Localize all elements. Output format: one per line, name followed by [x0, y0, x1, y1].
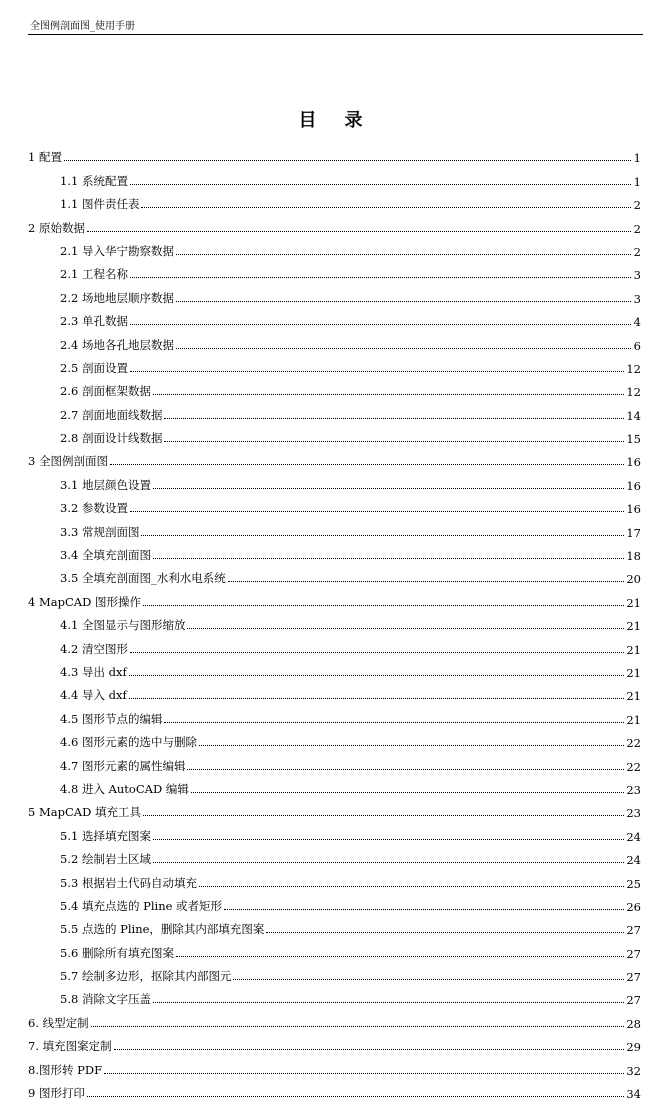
toc-page-number: 2 [633, 198, 641, 213]
toc-entry-title: 4 MapCAD 图形操作 [28, 594, 141, 609]
toc-leader-dots [153, 1002, 624, 1003]
toc-leader-dots [130, 371, 624, 372]
toc-leader-dots [130, 277, 631, 278]
toc-entry-title: 4.8 进入 AutoCAD 编辑 [60, 781, 189, 796]
toc-leader-dots [143, 815, 624, 816]
toc-entry[interactable] [28, 727, 641, 750]
toc-page-number: 27 [626, 993, 641, 1008]
toc-entry-title: 5.3 根据岩土代码自动填充 [60, 875, 197, 890]
toc-page-number: 15 [626, 432, 641, 447]
toc-page-number: 27 [626, 946, 641, 961]
toc-entry-title: 3.5 全填充剖面图_水利水电系统 [60, 571, 226, 586]
toc-entry-title: 4.4 导入 dxf [60, 688, 127, 703]
toc-entry-title: 2.2 场地地层顺序数据 [60, 290, 174, 305]
toc-entry[interactable] [28, 750, 641, 773]
toc-entry[interactable] [28, 329, 641, 352]
toc-entry-title: 1.1 图件责任表 [60, 197, 140, 212]
toc-page-number: 3 [633, 268, 641, 283]
toc-leader-dots [141, 535, 624, 536]
toc-entry[interactable] [28, 914, 641, 937]
toc-page-number: 4 [633, 315, 641, 330]
toc-page-number: 21 [626, 595, 641, 610]
toc-page-number: 22 [626, 736, 641, 751]
toc-page-number: 22 [626, 759, 641, 774]
toc-entry-title: 3 全图例剖面图 [28, 454, 108, 469]
toc-leader-dots [164, 722, 624, 723]
toc-page-number: 29 [626, 1040, 641, 1055]
toc-page-number: 34 [626, 1087, 641, 1102]
toc-entry[interactable] [28, 399, 641, 422]
toc-entry-title: 2.6 剖面框架数据 [60, 384, 151, 399]
toc-entry-title: 4.7 图形元素的属性编辑 [60, 758, 186, 773]
toc-leader-dots [114, 1049, 625, 1050]
toc-leader-dots [176, 348, 631, 349]
toc-entry[interactable] [28, 212, 641, 235]
toc-entry-title: 4.5 图形节点的编辑 [60, 711, 163, 726]
toc-entry[interactable] [28, 1078, 641, 1101]
toc-leader-dots [87, 1096, 624, 1097]
toc-entry-title: 2.3 单孔数据 [60, 314, 128, 329]
toc-entry[interactable] [28, 657, 641, 680]
toc-entry-title: 5.2 绘制岩土区域 [60, 852, 151, 867]
toc-entry[interactable] [28, 867, 641, 890]
toc-page-number: 16 [626, 455, 641, 470]
toc-entry-title: 3.1 地层颜色设置 [60, 477, 151, 492]
toc-leader-dots [187, 769, 624, 770]
toc-entry-title: 2.1 导入华宁勘察数据 [60, 243, 174, 258]
toc-leader-dots [91, 1026, 625, 1027]
toc-entry-title: 2.8 剖面设计线数据 [60, 431, 163, 446]
toc-leader-dots [187, 628, 624, 629]
toc-leader-dots [130, 324, 631, 325]
toc-entry[interactable] [28, 891, 641, 914]
toc-page-number: 21 [626, 619, 641, 634]
toc-entry[interactable] [28, 797, 641, 820]
toc-leader-dots [110, 464, 624, 465]
toc-leader-dots [129, 698, 625, 699]
toc-leader-dots [176, 254, 631, 255]
toc-page-number: 27 [626, 923, 641, 938]
toc-page-number: 16 [626, 478, 641, 493]
toc-entry[interactable] [28, 516, 641, 539]
toc-page-number: 28 [626, 1016, 641, 1031]
toc-leader-dots [130, 652, 624, 653]
toc-entry[interactable] [28, 540, 641, 563]
toc-leader-dots [153, 394, 624, 395]
toc-entry-title: 2.4 场地各孔地层数据 [60, 337, 174, 352]
toc-leader-dots [153, 862, 624, 863]
toc-page-number: 27 [626, 970, 641, 985]
toc-leader-dots [224, 909, 624, 910]
header-text: 全图例剖面图_使用手册 [30, 21, 135, 32]
toc-title: 目录 [298, 110, 391, 131]
toc-entry[interactable] [28, 446, 641, 469]
toc-entry[interactable] [28, 984, 641, 1007]
table-of-contents [28, 142, 641, 1101]
toc-leader-dots [130, 184, 631, 185]
toc-leader-dots [199, 886, 624, 887]
toc-leader-dots [153, 558, 624, 559]
toc-page-number: 18 [626, 549, 641, 564]
toc-page-number: 21 [626, 712, 641, 727]
toc-leader-dots [104, 1073, 624, 1074]
toc-page-number: 21 [626, 665, 641, 680]
toc-entry[interactable] [28, 680, 641, 703]
toc-entry[interactable] [28, 937, 641, 960]
toc-entry-title: 1.1 系统配置 [60, 173, 128, 188]
toc-page-number: 2 [633, 244, 641, 259]
toc-page-number: 1 [633, 151, 641, 166]
toc-entry[interactable] [28, 1031, 641, 1054]
toc-leader-dots [228, 581, 625, 582]
toc-entry-title: 3.4 全填充剖面图 [60, 548, 151, 563]
toc-leader-dots [199, 745, 624, 746]
toc-entry-title: 6. 线型定制 [28, 1015, 89, 1030]
toc-entry[interactable] [28, 961, 641, 984]
toc-entry[interactable] [28, 610, 641, 633]
toc-entry-title: 2.7 剖面地面线数据 [60, 407, 163, 422]
toc-entry-title: 1 配置 [28, 150, 62, 165]
toc-page-number: 24 [626, 829, 641, 844]
toc-entry-title: 4.3 导出 dxf [60, 664, 127, 679]
toc-page-number: 25 [626, 876, 641, 891]
toc-leader-dots [64, 160, 631, 161]
toc-entry[interactable] [28, 165, 641, 188]
toc-leader-dots [153, 839, 624, 840]
toc-entry[interactable] [28, 423, 641, 446]
running-header [28, 12, 643, 35]
toc-entry-title: 5.1 选择填充图案 [60, 828, 151, 843]
toc-entry-title: 5.5 点选的 Pline，删除其内部填充图案 [60, 922, 265, 937]
toc-entry-title: 4.1 全图显示与图形缩放 [60, 618, 186, 633]
toc-leader-dots [176, 301, 631, 302]
toc-page-number: 14 [626, 408, 641, 423]
toc-leader-dots [191, 792, 625, 793]
toc-entry-title: 3.3 常规剖面图 [60, 524, 140, 539]
toc-page-number: 24 [626, 853, 641, 868]
toc-leader-dots [129, 675, 625, 676]
toc-entry[interactable] [28, 586, 641, 609]
toc-entry-title: 5.8 消除文字压盖 [60, 992, 151, 1007]
toc-entry[interactable] [28, 1054, 641, 1077]
toc-page-number: 12 [626, 385, 641, 400]
toc-page-number: 26 [626, 899, 641, 914]
toc-entry[interactable] [28, 563, 641, 586]
toc-page-number: 21 [626, 689, 641, 704]
toc-page-number: 17 [626, 525, 641, 540]
toc-page-number: 23 [626, 806, 641, 821]
toc-entry[interactable] [28, 353, 641, 376]
toc-entry-title: 8.图形转 PDF [28, 1062, 103, 1077]
toc-entry-title: 2 原始数据 [28, 220, 85, 235]
toc-page-number: 32 [626, 1063, 641, 1078]
toc-entry[interactable] [28, 633, 641, 656]
toc-entry-title: 4.2 清空图形 [60, 641, 128, 656]
toc-entry[interactable] [28, 1007, 641, 1030]
toc-entry[interactable] [28, 259, 641, 282]
toc-page-number: 2 [633, 221, 641, 236]
toc-leader-dots [233, 979, 624, 980]
toc-page-number: 16 [626, 502, 641, 517]
toc-entry[interactable] [28, 142, 641, 165]
toc-entry-title: 2.1 工程名称 [60, 267, 128, 282]
toc-entry[interactable] [28, 236, 641, 259]
toc-page-number: 1 [633, 174, 641, 189]
toc-entry-title: 5 MapCAD 填充工具 [28, 805, 141, 820]
toc-entry[interactable] [28, 282, 641, 305]
toc-entry[interactable] [28, 774, 641, 797]
toc-entry[interactable] [28, 493, 641, 516]
toc-page-number: 3 [633, 291, 641, 306]
toc-entry[interactable] [28, 376, 641, 399]
toc-entry[interactable] [28, 844, 641, 867]
toc-leader-dots [87, 231, 631, 232]
toc-leader-dots [164, 441, 624, 442]
toc-entry-title: 3.2 参数设置 [60, 501, 128, 516]
toc-entry-title: 9 图形打印 [28, 1086, 85, 1101]
toc-page-number: 21 [626, 642, 641, 657]
toc-entry-title: 2.5 剖面设置 [60, 360, 128, 375]
toc-page-number: 23 [626, 782, 641, 797]
toc-entry[interactable] [28, 306, 641, 329]
toc-leader-dots [153, 488, 624, 489]
toc-entry-title: 7. 填充图案定制 [28, 1039, 112, 1054]
toc-page-number: 20 [626, 572, 641, 587]
toc-leader-dots [164, 418, 624, 419]
toc-entry[interactable] [28, 820, 641, 843]
toc-leader-dots [176, 956, 624, 957]
toc-entry-title: 5.4 填充点选的 Pline 或者矩形 [60, 898, 223, 913]
toc-entry[interactable] [28, 703, 641, 726]
toc-entry-title: 5.6 删除所有填充图案 [60, 945, 174, 960]
toc-entry[interactable] [28, 189, 641, 212]
toc-entry-title: 4.6 图形元素的选中与删除 [60, 735, 197, 750]
toc-entry[interactable] [28, 469, 641, 492]
toc-page-number: 6 [633, 338, 641, 353]
toc-page-number: 12 [626, 361, 641, 376]
toc-entry-title: 5.7 绘制多边形，抠除其内部图元 [60, 969, 232, 984]
toc-leader-dots [130, 511, 624, 512]
toc-leader-dots [143, 605, 624, 606]
toc-leader-dots [141, 207, 631, 208]
toc-leader-dots [266, 932, 624, 933]
